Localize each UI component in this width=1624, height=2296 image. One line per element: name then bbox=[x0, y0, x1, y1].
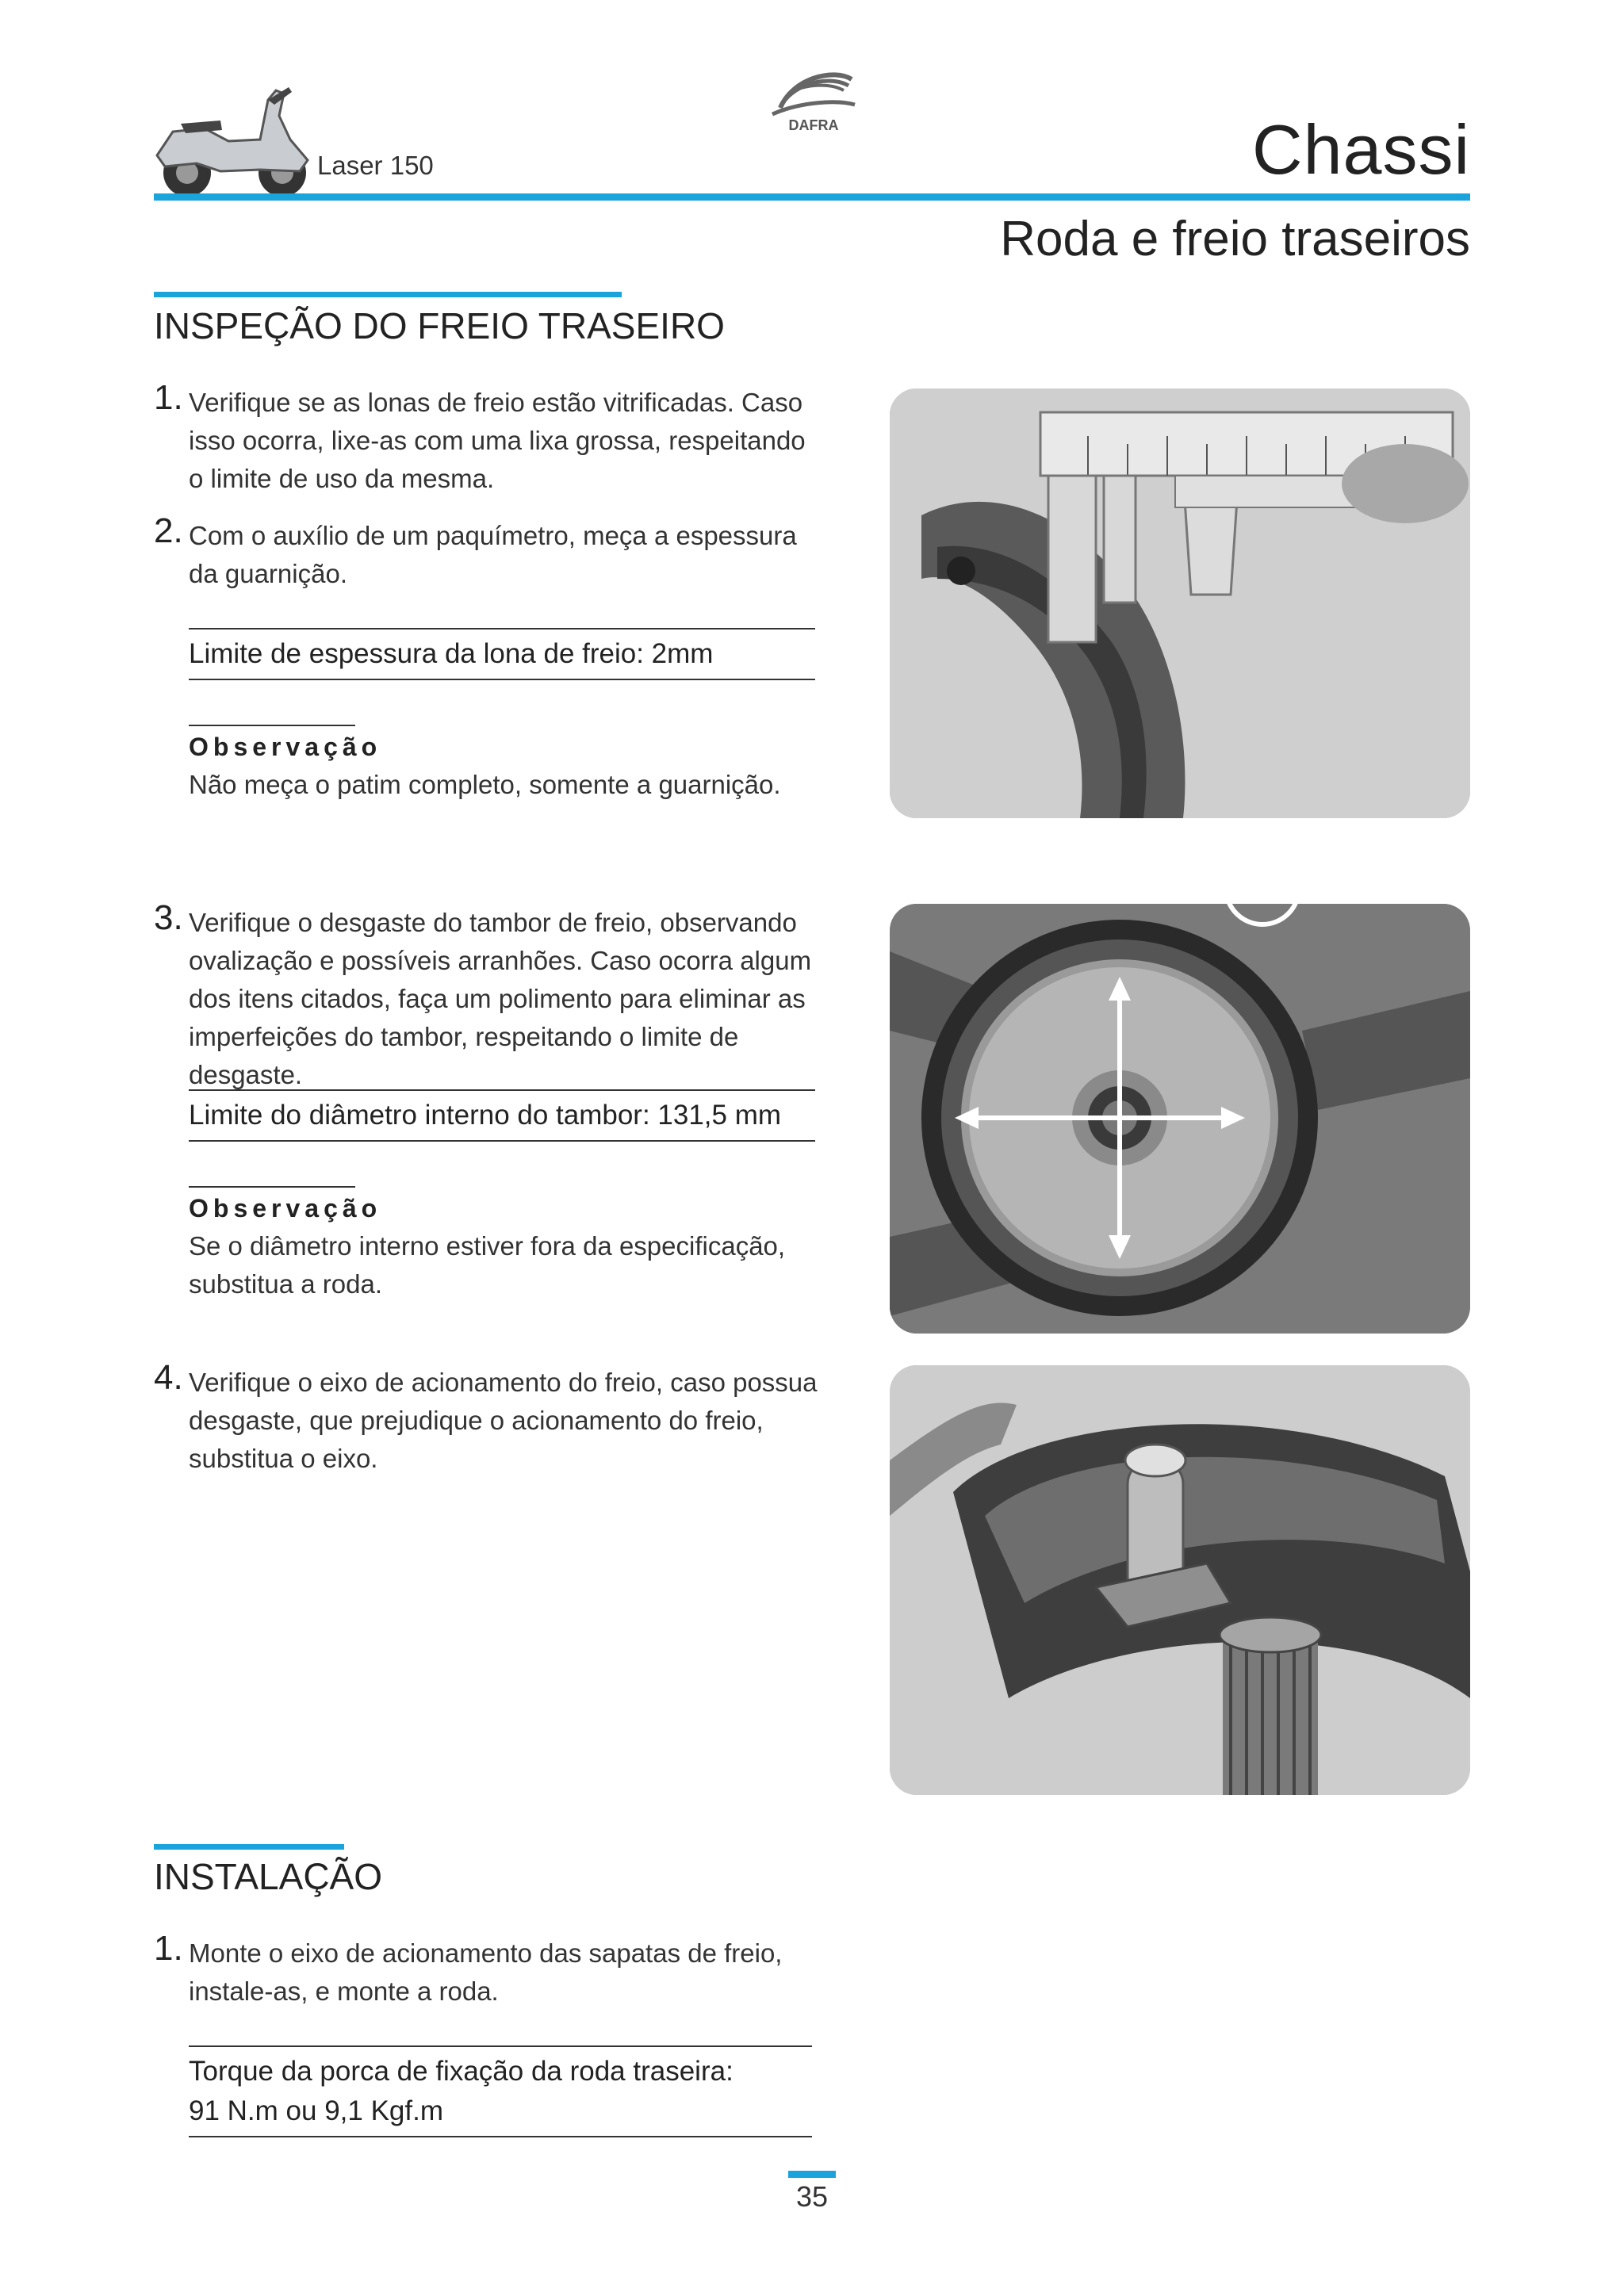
model-name: Laser 150 bbox=[317, 151, 434, 180]
brake-cam-shaft-photo bbox=[890, 1365, 1470, 1795]
step-number: 1. bbox=[154, 1929, 183, 1968]
spec-torque-value: 91 N.m ou 9,1 Kgf.m bbox=[189, 2095, 443, 2126]
inspection-step-2 bbox=[154, 511, 823, 593]
step-number: 3. bbox=[154, 898, 183, 937]
section-accent-bar bbox=[154, 1844, 344, 1850]
step-number: 4. bbox=[154, 1358, 183, 1397]
spec-lining-limit: Limite de espessura da lona de freio: 2mm bbox=[189, 628, 815, 680]
spec-wheel-nut-torque bbox=[189, 2045, 812, 2137]
section-title-installation: INSTALAÇÃO bbox=[154, 1856, 382, 1897]
scooter-icon bbox=[149, 84, 316, 198]
dafra-logo bbox=[769, 62, 858, 135]
brand-name: DAFRA bbox=[788, 117, 839, 133]
inspection-step-4 bbox=[154, 1358, 823, 1478]
step-text: Verifique se as lonas de freio estão vitrificadas. Caso isso ocorra, lixe-as com uma lixa grossa, respeitando o limite de uso da mesma. bbox=[189, 388, 806, 493]
caliper-measuring-lining-photo bbox=[890, 388, 1470, 818]
header-rule bbox=[154, 193, 1470, 201]
chapter-title: Chassi bbox=[1252, 110, 1470, 189]
section-title-inspection: INSPEÇÃO DO FREIO TRASEIRO bbox=[154, 305, 725, 346]
observation-label: Observação bbox=[189, 733, 382, 761]
spec-drum-diameter-limit: Limite do diâmetro interno do tambor: 131,5 mm bbox=[189, 1089, 815, 1142]
subchapter-title: Roda e freio traseiros bbox=[1000, 212, 1470, 266]
step-text: Verifique o eixo de acionamento do freio, caso possua desgaste, que prejudique o acionamento do freio, substitua o eixo. bbox=[189, 1368, 818, 1473]
installation-step-1 bbox=[154, 1929, 823, 2011]
section-accent-bar bbox=[154, 292, 622, 297]
page-number: 35 bbox=[795, 2180, 829, 2213]
step-text: Verifique o desgaste do tambor de freio, observando ovalização e possíveis arranhões. Caso ocorra algum dos itens citados, faça um polimento para eliminar as imperfeições do tambor, respeitando o limite de desgaste. bbox=[189, 908, 812, 1089]
inspection-step-3 bbox=[154, 898, 823, 1094]
observation-label: Observação bbox=[189, 1194, 382, 1223]
inspection-step-1 bbox=[154, 378, 823, 498]
brake-drum-photo bbox=[890, 904, 1470, 1334]
step-text: Monte o eixo de acionamento das sapatas de freio, instale-as, e monte a roda. bbox=[189, 1938, 783, 2006]
observation-text: Se o diâmetro interno estiver fora da especificação, substitua a roda. bbox=[189, 1231, 786, 1299]
observation-rule bbox=[189, 725, 355, 726]
step-number: 2. bbox=[154, 511, 183, 550]
observation-rule bbox=[189, 1186, 355, 1188]
step-text: Com o auxílio de um paquímetro, meça a espessura da guarnição. bbox=[189, 521, 797, 588]
step-number: 1. bbox=[154, 378, 183, 417]
spec-torque-label: Torque da porca de fixação da roda traseira: bbox=[189, 2056, 733, 2087]
page-number-bar bbox=[788, 2171, 836, 2178]
observation-text: Não meça o patim completo, somente a guarnição. bbox=[189, 770, 781, 799]
